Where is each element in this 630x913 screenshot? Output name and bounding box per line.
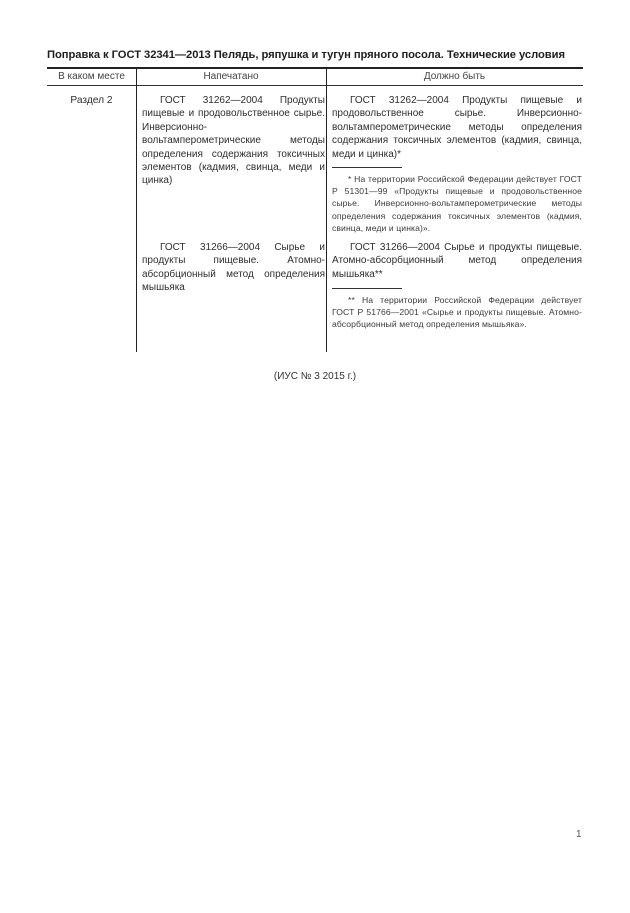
- footnote-separator: [332, 167, 402, 168]
- table-cell-place: Раздел 2: [70, 95, 113, 106]
- column-divider: [326, 69, 327, 352]
- footnote-text-2: ** На территории Российской Федерации действует ГОСТ Р 51766—2001 «Сырье и продукты пищевые. Атомно-абсорбционный метод определения мышьяка».: [332, 295, 582, 330]
- table-cell-should-be-2: [332, 241, 582, 281]
- column-divider: [136, 69, 137, 352]
- table-cell-should-be-1: [332, 94, 582, 161]
- printed-text-2: ГОСТ 31266—2004 Сырье и продукты пищевые. Атомно-абсорбционный метод определения мышьяка: [142, 242, 325, 294]
- printed-text-1: ГОСТ 31262—2004 Продукты пищевые и продовольственное сырье. Инверсионно-вольтамперометрические методы определения содержания токсичных элементов (кадмия, свинца, меди и цинка): [142, 95, 325, 187]
- footnote-separator: [332, 288, 402, 289]
- page-number: 1: [576, 829, 582, 840]
- table-cell-printed-2: [142, 241, 325, 295]
- footnote-text-1: * На территории Российской Федерации действует ГОСТ Р 51301—99 «Продукты пищевые и продовольственное сырье. Инверсионно-вольтамперометрические методы определения содержания токсичных элементов (кадмия, свинца, меди и цинка)».: [332, 174, 582, 233]
- footnote-2: [332, 294, 582, 331]
- should-be-text-2: ГОСТ 31266—2004 Сырье и продукты пищевые. Атомно-абсорбционный метод определения мышьяка**: [332, 242, 582, 280]
- column-header-printed: Напечатано: [203, 71, 259, 82]
- column-header-should-be: Должно быть: [423, 71, 486, 82]
- table-header-row: [47, 69, 583, 86]
- should-be-text-1: ГОСТ 31262—2004 Продукты пищевые и продовольственное сырье. Инверсионно-вольтамперометрические методы определения содержания токсичных элементов (кадмия, свинца, меди и цинка)*: [332, 95, 582, 160]
- page-title: Поправка к ГОСТ 32341—2013 Пелядь, ряпушка и тугун пряного посола. Технические условия: [47, 49, 565, 61]
- source-note: (ИУС № 3 2015 г.): [273, 371, 357, 382]
- table-cell-printed-1: [142, 94, 325, 188]
- amendment-table: [47, 67, 583, 352]
- column-header-place: В каком месте: [58, 71, 125, 82]
- footnote-1: [332, 173, 582, 234]
